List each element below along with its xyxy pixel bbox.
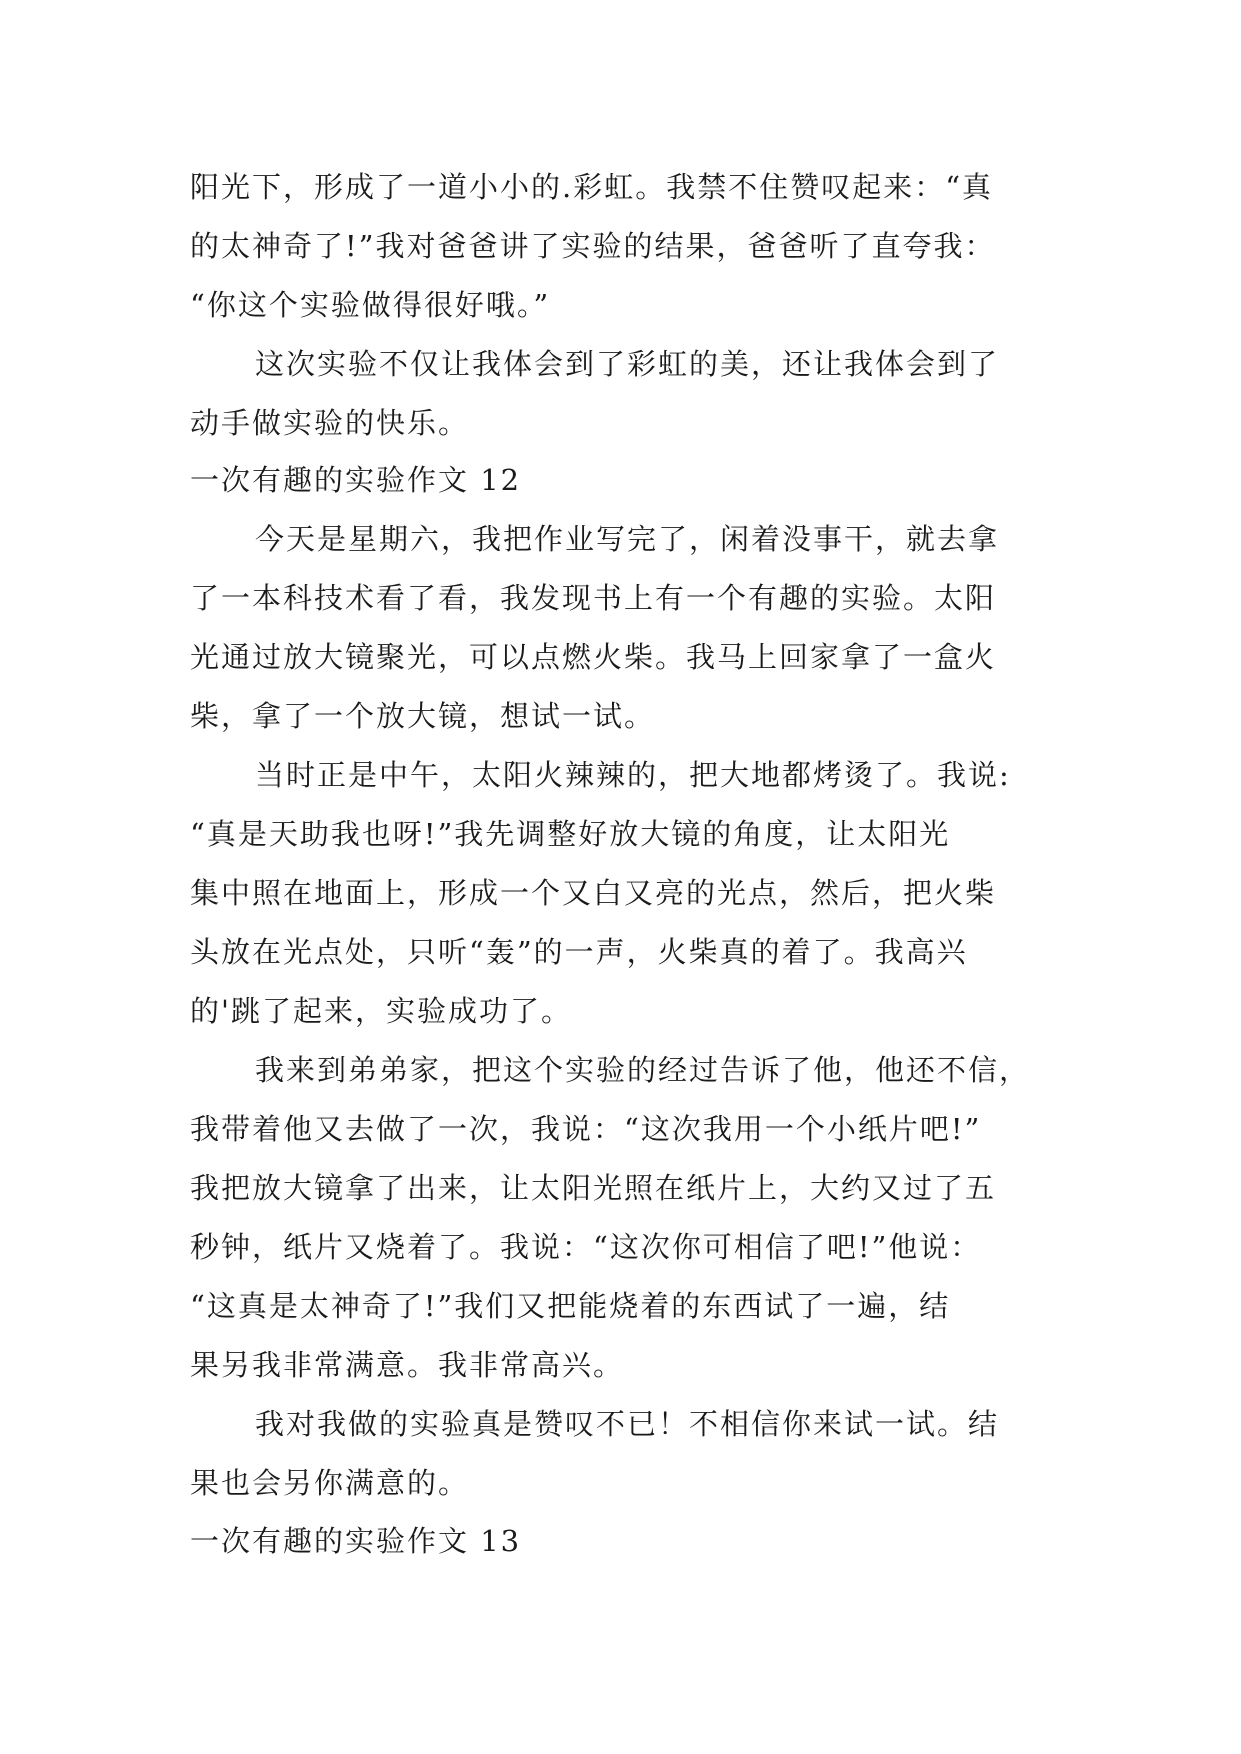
text-line: 果另我非常满意。我非常高兴。 — [190, 1348, 625, 1382]
text-line: 头放在光点处，只听“轰”的一声，火柴真的着了。我高兴 — [190, 935, 968, 969]
text-line: 我带着他又去做了一次，我说：“这次我用一个小纸片吧!” — [190, 1112, 982, 1146]
paragraph-first-line: 我来到弟弟家，把这个实验的经过告诉了他，他还不信， — [255, 1053, 1031, 1087]
paragraph-first-line: 当时正是中午，太阳火辣辣的，把大地都烤烫了。我说: — [255, 758, 1011, 792]
text-line: 果也会另你满意的。 — [190, 1466, 470, 1500]
paragraph-first-line: 我对我做的实验真是赞叹不已！不相信你来试一试。结 — [255, 1407, 1000, 1441]
text-line: “真是天助我也呀!”我先调整好放大镜的角度，让太阳光 — [190, 817, 951, 851]
text-line: 阳光下，形成了一道小小的.彩虹。我禁不住赞叹起来：“真 — [190, 170, 994, 204]
text-line: “这真是太神奇了!”我们又把能烧着的东西试了一遍，结 — [190, 1289, 951, 1323]
section-heading: 一次有趣的实验作文 13 — [190, 1524, 522, 1558]
text-line: 的'跳了起来，实验成功了。 — [190, 994, 572, 1028]
text-line: “你这个实验做得很好哦。” — [190, 288, 551, 322]
paragraph-first-line: 今天是星期六，我把作业写完了，闲着没事干，就去拿 — [255, 522, 1000, 556]
text-line: 动手做实验的快乐。 — [190, 406, 470, 440]
text-line: 光通过放大镜聚光，可以点燃火柴。我马上回家拿了一盒火 — [190, 640, 997, 674]
text-line: 了一本科技术看了看，我发现书上有一个有趣的实验。太阳 — [190, 581, 997, 615]
text-line: 我把放大镜拿了出来，让太阳光照在纸片上，大约又过了五 — [190, 1171, 997, 1205]
section-heading: 一次有趣的实验作文 12 — [190, 463, 522, 497]
text-line: 柴，拿了一个放大镜，想试一试。 — [190, 699, 656, 733]
text-line: 集中照在地面上，形成一个又白又亮的光点，然后，把火柴 — [190, 876, 997, 910]
paragraph-first-line: 这次实验不仅让我体会到了彩虹的美，还让我体会到了 — [255, 347, 1000, 381]
text-line: 的太神奇了!”我对爸爸讲了实验的结果，爸爸听了直夸我： — [190, 229, 996, 263]
text-line: 秒钟，纸片又烧着了。我说：“这次你可相信了吧!”他说： — [190, 1230, 982, 1264]
